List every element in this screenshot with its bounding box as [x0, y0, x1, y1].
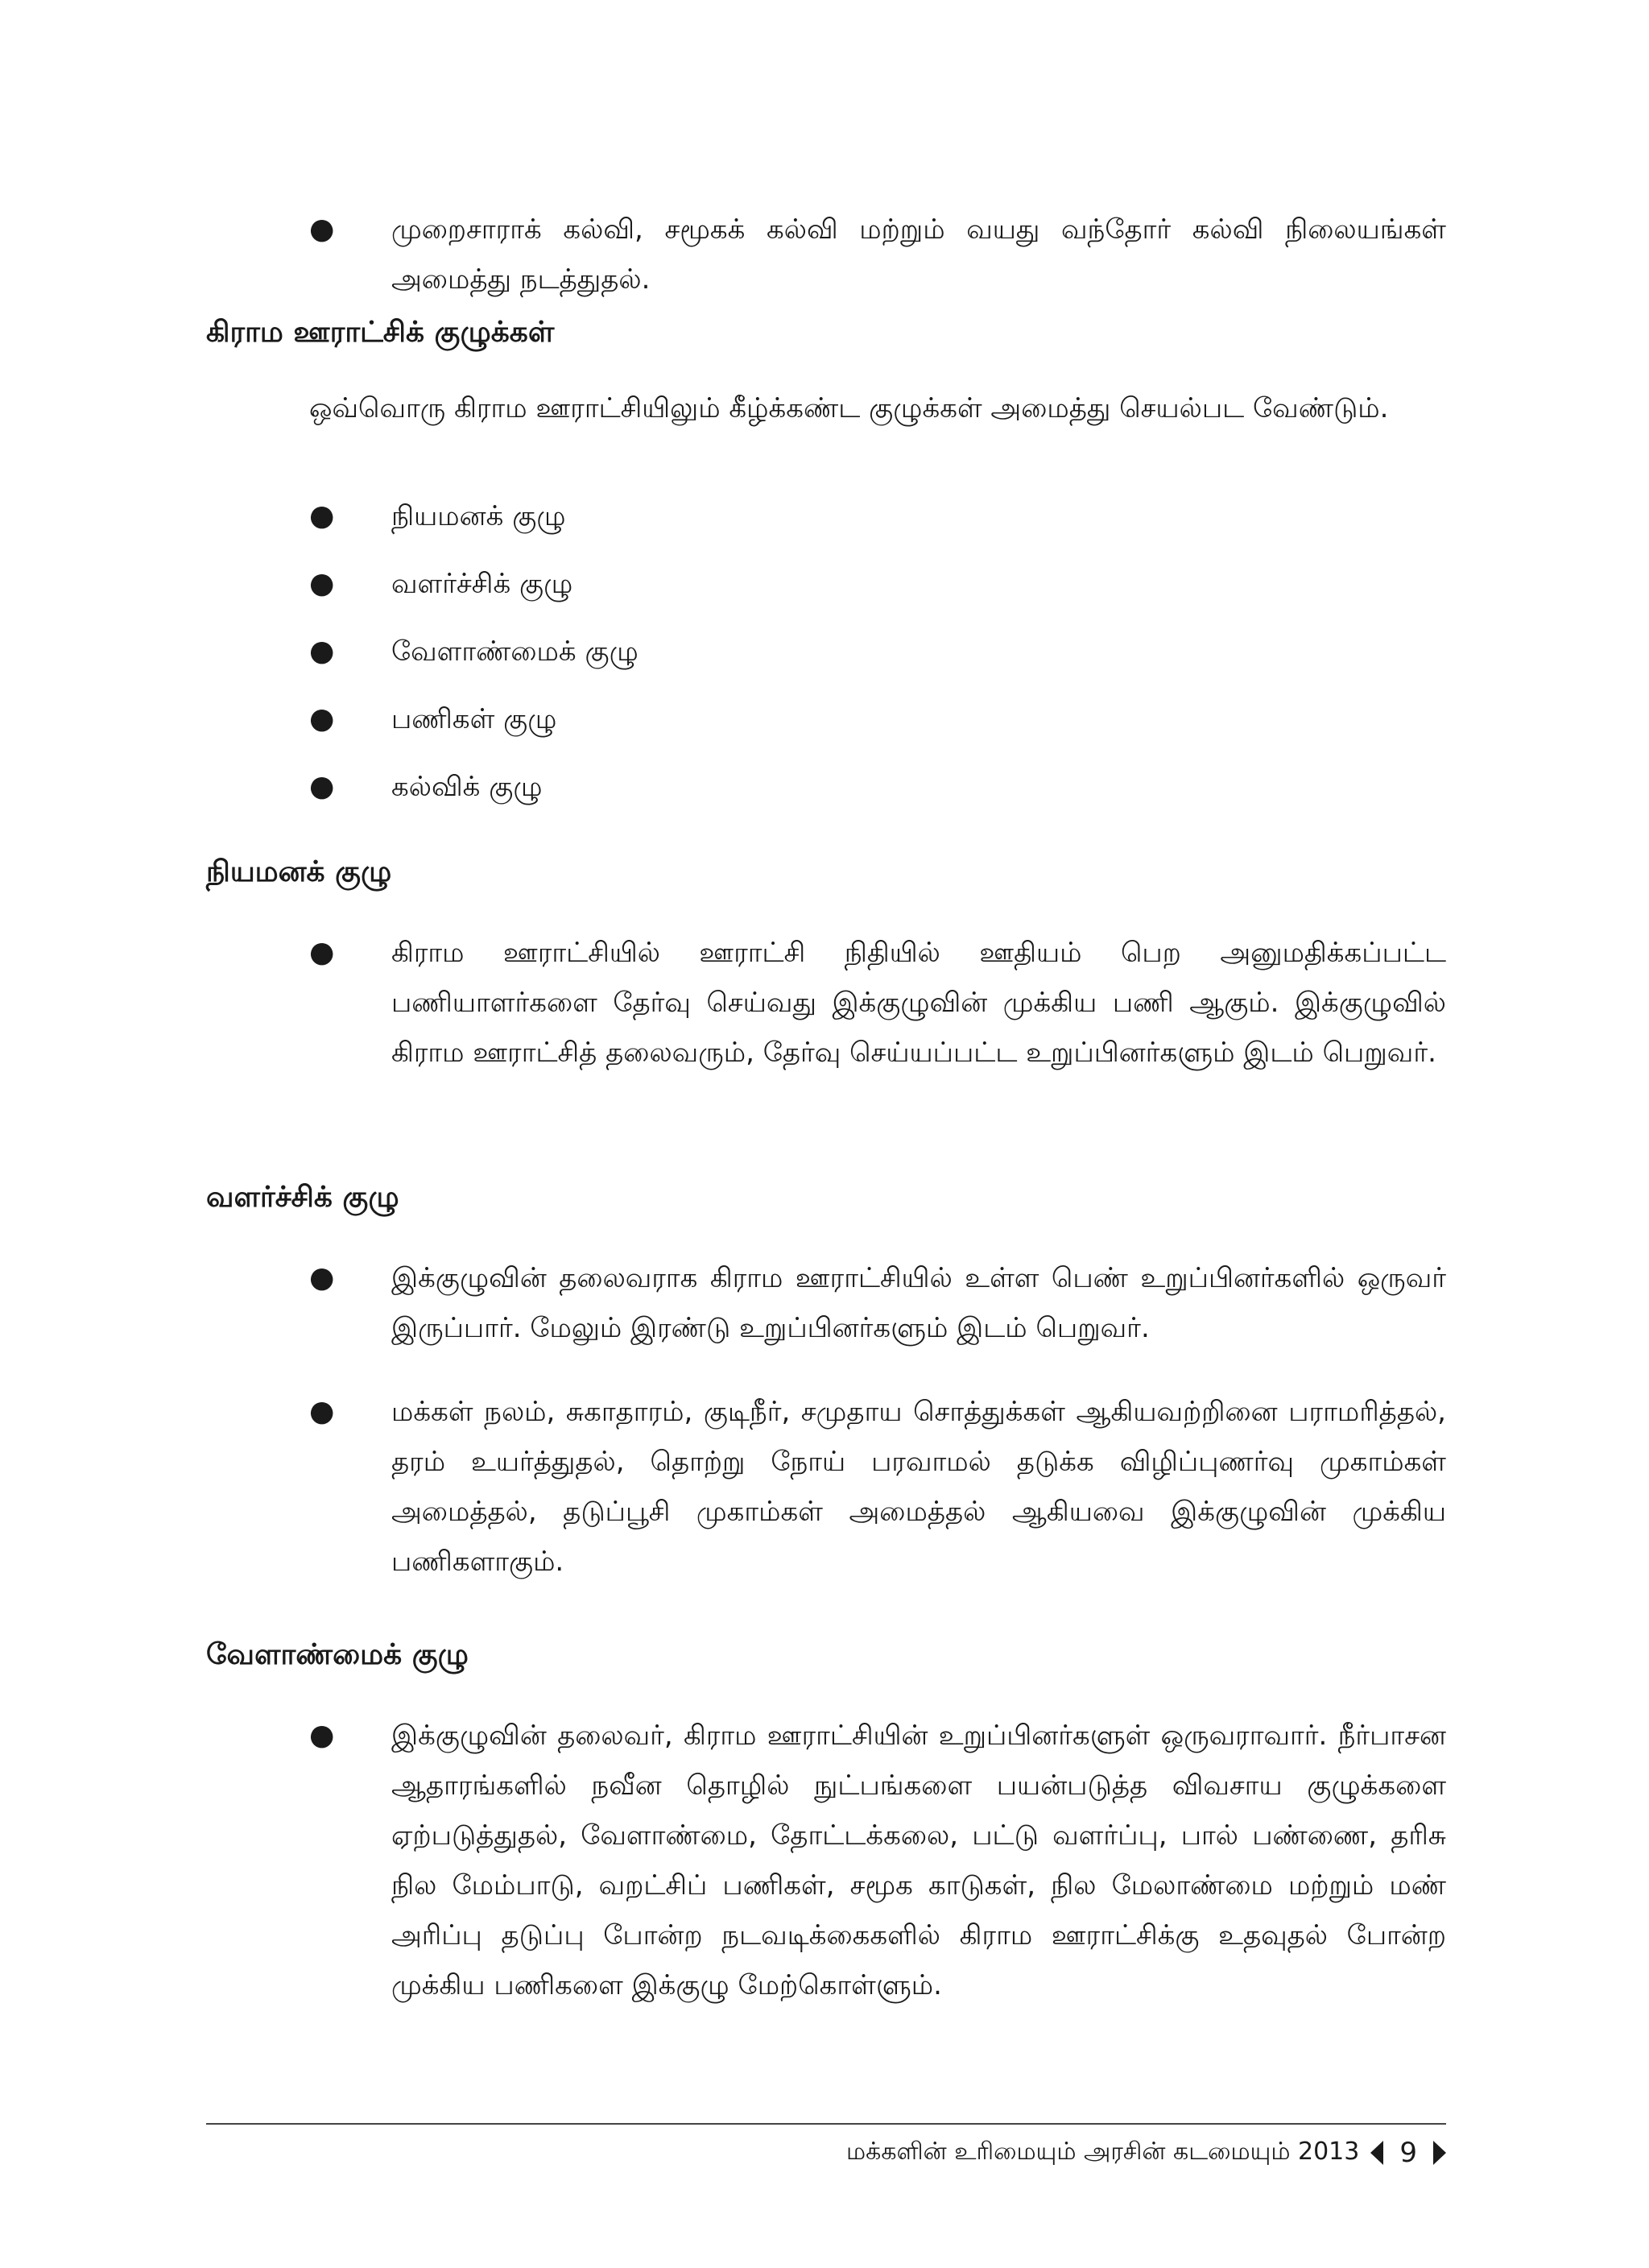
committee-item: நியமனக் குழு — [391, 500, 566, 532]
committee-item: வளர்ச்சிக் குழு — [391, 568, 573, 600]
committee-item: கல்விக் குழு — [391, 771, 543, 803]
committee-item: வேளாண்மைக் குழு — [391, 635, 639, 668]
bullet-icon: ● — [309, 567, 335, 600]
list-item — [206, 762, 1446, 812]
next-page-icon — [1433, 2141, 1446, 2165]
intro-bullet-text: முறைசாராக் கல்வி, சமூகக் கல்வி மற்றும் வயது வந்தோர் கல்வி நிலையங்கள் அமைத்து நடத்துதல். — [391, 213, 1446, 296]
previous-page-icon — [1370, 2141, 1383, 2165]
bullet-icon: ● — [309, 213, 335, 246]
bullet-icon: ● — [309, 936, 335, 969]
section-heading-committees: கிராம ஊராட்சிக் குழுக்கள் — [206, 316, 555, 349]
bullet-icon: ● — [309, 770, 335, 803]
footer-title: மக்களின் உரிமையும் அரசின் கடமையும் 2013 — [846, 2137, 1360, 2166]
bullet-icon: ● — [309, 1261, 335, 1294]
section-heading-agriculture: வேளாண்மைக் குழு — [206, 1638, 469, 1671]
list-item — [206, 205, 1446, 304]
committees-paragraph: ஒவ்வொரு கிராம ஊராட்சியிலும் கீழ்க்கண்ட குழுக்கள் அமைத்து செயல்பட வேண்டும். — [309, 392, 1389, 424]
development-bullet-text: மக்கள் நலம், சுகாதாரம், குடிநீர், சமுதாய சொத்துக்கள் ஆகியவற்றினை பராமரித்தல், தரம் உயர்த்துதல், தொற்று நோய் பரவாமல் தடுக்க விழிப்புணர்வு முகாம்கள் அமைத்தல், தடுப்பூசி முகாம்கள் அமைத்தல் ஆகியவை இக்குழுவின் முக்கிய பணிகளாகும். — [391, 1396, 1446, 1578]
development-bullet-text: இக்குழுவின் தலைவராக கிராம ஊராட்சியில் உள்ள பெண் உறுப்பினர்களில் ஒருவர் இருப்பார். மேலும் இரண்டு உறுப்பினர்களும் இடம் பெறுவர். — [391, 1262, 1446, 1344]
list-item — [206, 559, 1446, 609]
page-footer — [846, 2134, 1446, 2171]
bullet-icon: ● — [309, 1395, 335, 1428]
list-item — [206, 694, 1446, 744]
agriculture-bullet-text: இக்குழுவின் தலைவர், கிராம ஊராட்சியின் உறுப்பினர்களுள் ஒருவராவார். நீர்பாசன ஆதாரங்களில் நவீன தொழில் நுட்பங்களை பயன்படுத்த விவசாய குழுக்களை ஏற்படுத்துதல், வேளாண்மை, தோட்டக்கலை, பட்டு வளர்ப்பு, பால் பண்ணை, தரிசு நில மேம்பாடு, வறட்சிப் பணிகள், சமூக காடுகள், நில மேலாண்மை மற்றும் மண் அரிப்பு தடுப்பு போன்ற நடவடிக்கைகளில் கிராம ஊராட்சிக்கு உதவுதல் போன்ற முக்கிய பணிகளை இக்குழு மேற்கொள்ளும். — [391, 1720, 1446, 2001]
page-number: 9 — [1399, 2137, 1417, 2169]
list-item — [206, 1711, 1446, 2010]
list-item — [206, 928, 1446, 1078]
section-heading-appointment: நியமனக் குழு — [206, 855, 392, 888]
list-item — [206, 1387, 1446, 1587]
committee-item: பணிகள் குழு — [391, 703, 557, 735]
footer-divider — [206, 2123, 1446, 2125]
list-item — [206, 491, 1446, 541]
appointment-bullet-text: கிராம ஊராட்சியில் ஊராட்சி நிதியில் ஊதியம் பெற அனுமதிக்கப்பட்ட பணியாளர்களை தேர்வு செய்வது இக்குழுவின் முக்கிய பணி ஆகும். இக்குழுவில் கிராம ஊராட்சித் தலைவரும், தேர்வு செய்யப்பட்ட உறுப்பினர்களும் இடம் பெறுவர். — [391, 937, 1446, 1069]
bullet-icon: ● — [309, 499, 335, 532]
section-heading-development: வளர்ச்சிக் குழு — [206, 1181, 399, 1214]
bullet-icon: ● — [309, 635, 335, 668]
bullet-icon: ● — [309, 702, 335, 735]
bullet-icon: ● — [309, 1719, 335, 1752]
list-item — [206, 1253, 1446, 1353]
list-item — [206, 627, 1446, 677]
